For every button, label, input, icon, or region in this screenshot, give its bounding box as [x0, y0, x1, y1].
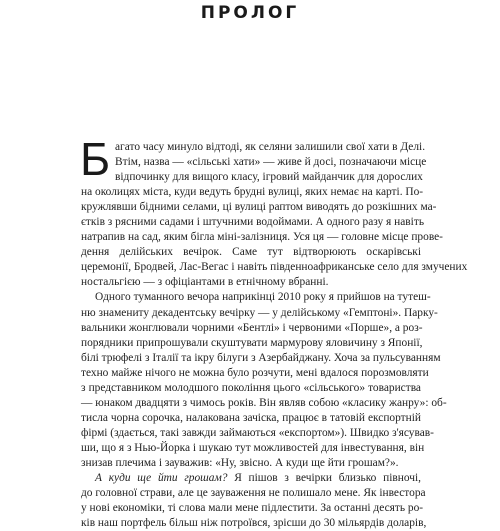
text-line: техно майже нічого не можна було розчути, мені вдалося порозмовляти — [81, 366, 429, 379]
text-line: тисла чорна сорочка, налакована зачіска, працює в татовій експортній — [81, 411, 421, 424]
paragraph-3 — [81, 471, 427, 531]
text-line: знизав плечима і зауважив: «Ну, звісно. А куди ще йти грошам?». — [81, 456, 399, 469]
text-line: вальники жонглювали чорними «Бентлі» і червоними «Порше», а роз- — [81, 321, 423, 334]
text-line: у нові економіки, ті слова мали мене підлестити. За останні десять ро- — [81, 502, 424, 515]
text-line: церемонії, Бродвей, Лас-Вегас і навіть південноафриканське село для змучених — [81, 261, 468, 274]
chapter-title: ПРОЛОГ — [200, 3, 300, 23]
text-line: єтків з рясними садами і штучними водоймами. А одного разу я навіть — [81, 216, 425, 229]
text-line: ностальгією — з офіціантами в етнічному вбранні. — [81, 276, 329, 289]
text-line: — юнаком двадцяти з чимось років. Він являв собою «класику жанру»: об- — [81, 396, 447, 409]
text-line: на околицях міста, куди ведуть брудні вулиці, яких немає на карті. По- — [81, 186, 424, 199]
text-line: А куди ще йти грошам? Я пішов з вечірки близько півночі, — [95, 472, 421, 485]
body-text — [81, 140, 468, 531]
text-line: дення делійських вечірок. Саме тут відтворюють оскарівські — [81, 246, 421, 259]
text-line: Одного туманного вечора наприкінці 2010 року я прийшов на тутеш- — [95, 291, 431, 304]
text-line: фірмі (здається, такі завжди займаються «експортом»). Швидко з'ясував- — [81, 426, 434, 439]
text-line: з представником молодшого покоління цього «сільського» товариства — [81, 381, 421, 394]
text-line: ків наш портфель більш ніж потроївся, зрісши до 30 мільярдів доларів, — [81, 517, 427, 530]
paragraph-1 — [81, 140, 468, 290]
text-line: білі трюфелі з Італії та ікру білуги з Азербайджану. Хоча за пульсуванням — [81, 351, 441, 364]
text-line: натрапив на сад, яким бігла міні-залізниця. Уся ця — головне місце прове- — [81, 231, 443, 244]
text-line: агато часу минуло відтоді, як селяни залишили свої хати в Делі. — [115, 141, 426, 153]
text-line: відпочинку для вищого класу, ігровий майданчик для дорослих — [115, 171, 423, 184]
text-line: до головної страви, але це зауваження не полишало мене. Як інвестора — [81, 487, 426, 500]
text-line: ши, що я з Нью-Йорка і шукаю тут можливостей для інвестування, він — [81, 441, 425, 454]
paragraph-2 — [81, 290, 447, 471]
drop-cap-letter: Б — [80, 133, 111, 185]
text-line: кружлявши бідними селами, ці вулиці раптом виводять до розкішних ма- — [81, 201, 437, 214]
text-line: ню знамениту декадентську вечірку — у делійському «Гемптоні». Парку- — [81, 306, 438, 319]
text-line: Втім, назва — «сільські хати» — живе й досі, позначаючи місце — [115, 156, 427, 169]
text-line: порядники припрошували скуштувати мармурову яловичину з Японії, — [81, 336, 423, 349]
